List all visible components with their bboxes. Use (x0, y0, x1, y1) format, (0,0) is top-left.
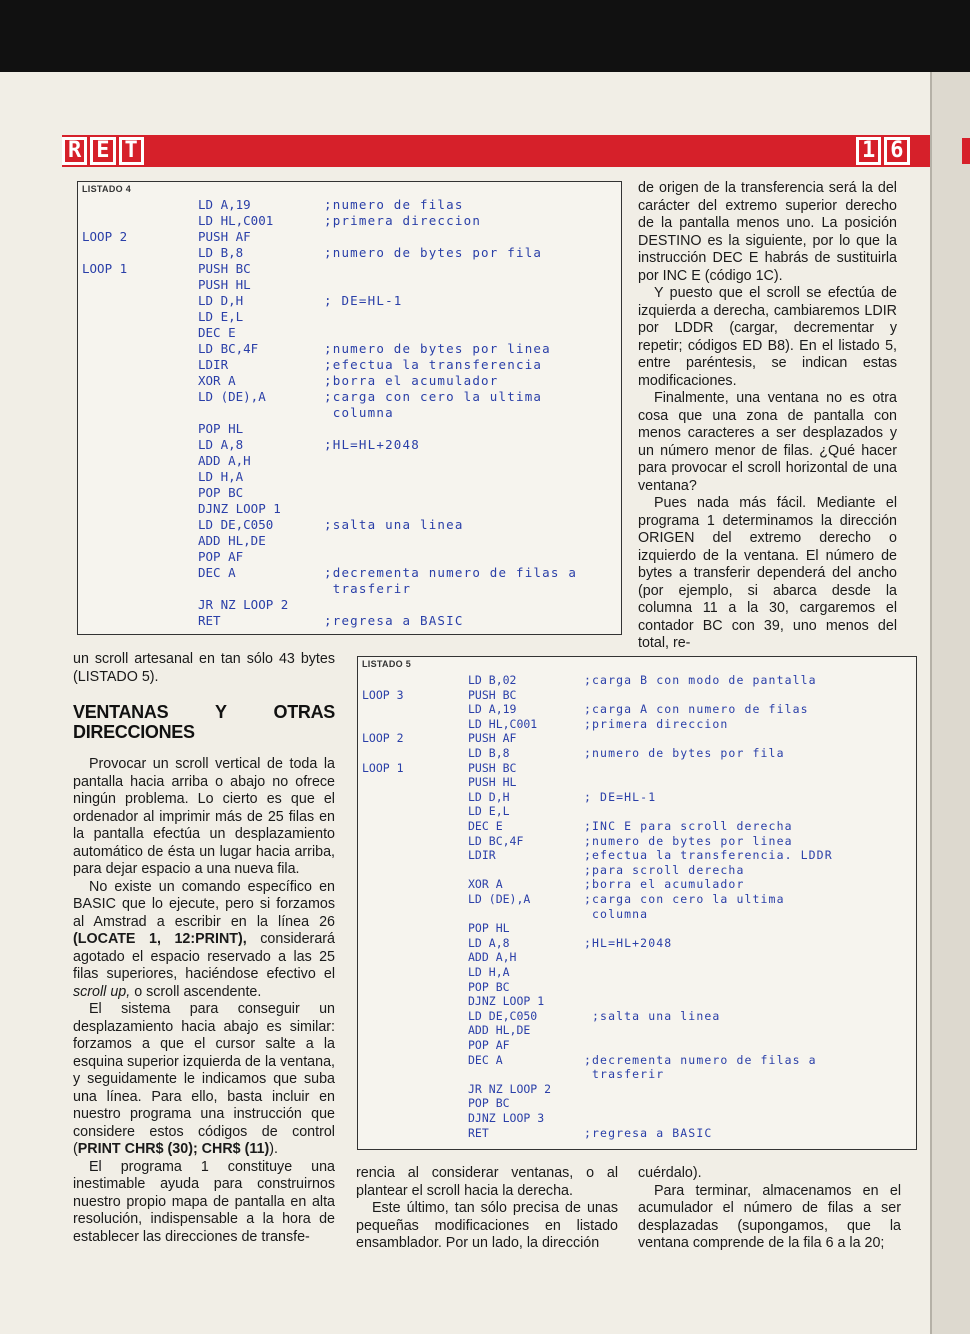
code-instruction: POP HL (468, 921, 510, 936)
code-comment: ;numero de bytes por linea (584, 833, 793, 848)
code-line (358, 1023, 916, 1038)
code-instruction: LD DE,C050 (468, 1008, 538, 1023)
code-comment: ;efectua la transferencia (324, 357, 543, 372)
code-line (78, 549, 621, 565)
code-instruction: ADD HL,DE (468, 1023, 531, 1038)
code-line (358, 994, 916, 1009)
code-comment: ;carga B con modo de pantalla (584, 673, 817, 687)
code-comment: ;primera direccion (324, 213, 482, 228)
code-line (358, 746, 916, 761)
code-line (358, 702, 916, 717)
code-comment: ;numero de bytes por fila (584, 746, 785, 760)
code-line (358, 980, 916, 995)
code-instruction: LD A,19 (468, 702, 517, 717)
code-instruction: LD (DE),A (198, 389, 266, 404)
code-line (78, 405, 621, 421)
code-line (358, 775, 916, 790)
listing-title: LISTADO 5 (362, 659, 412, 669)
code-instruction: LD HL,C001 (468, 716, 538, 731)
code-line (78, 213, 621, 229)
code-line (78, 261, 621, 277)
paragraph: El programa 1 constituye una inestimable ayuda para construirnos nuestro propio mapa de pantalla en alta resolución, indispensable a la hora de establecer las direcciones de transfe- (73, 1158, 335, 1245)
code-line (358, 1126, 916, 1141)
code-comment: ;borra el acumulador (324, 373, 499, 388)
code-instruction: JR NZ LOOP 2 (198, 597, 289, 612)
code-instruction: POP HL (198, 421, 244, 436)
paragraph: Este último, tan sólo precisa de unas pequeñas modificaciones en listado ensamblador. Por un lado, la dirección (356, 1200, 618, 1251)
article-column-right-bottom (638, 1165, 901, 1253)
code-line (358, 834, 916, 849)
code-instruction: PUSH BC (468, 760, 517, 775)
code-line (358, 965, 916, 980)
code-instruction: LD E,L (468, 804, 510, 819)
code-comment: ;carga con cero la ultima (324, 389, 543, 404)
emphasis: scroll up, (73, 983, 131, 1000)
code-instruction: XOR A (198, 373, 236, 388)
code-line (78, 565, 621, 581)
logo-letter: T (119, 137, 144, 165)
code-instruction: PUSH AF (198, 229, 251, 244)
code-label: LOOP 2 (82, 229, 128, 244)
code-comment: ;para scroll derecha (584, 862, 745, 877)
code-line (358, 1053, 916, 1068)
code-line (78, 517, 621, 533)
code-comment: ; DE=HL-1 (584, 789, 657, 804)
code-instruction: DEC E (468, 819, 503, 833)
code-line (78, 309, 621, 325)
article-column-left (73, 651, 335, 1246)
listing-4 (77, 181, 622, 635)
code-instruction: POP BC (468, 979, 510, 994)
code-instruction: DJNZ LOOP 3 (468, 1111, 545, 1125)
next-page-edge (930, 72, 970, 1334)
code-instruction: POP AF (468, 1038, 510, 1052)
code-instruction: POP BC (198, 485, 244, 500)
code-comment: ;decrementa numero de filas a (324, 565, 578, 580)
code-comment: ;numero de filas (324, 197, 464, 212)
code-line (78, 597, 621, 613)
code-line (358, 1067, 916, 1082)
paragraph: rencia al considerar ventanas, o al plantear el scroll hacia la derecha. (356, 1165, 618, 1199)
page-number-digit: 6 (884, 137, 909, 165)
code-line (78, 277, 621, 293)
code-comment: ;salta una linea (584, 1008, 721, 1023)
code-instruction: PUSH HL (468, 775, 517, 790)
code-comment: ; DE=HL-1 (324, 293, 403, 308)
code-line (78, 437, 621, 453)
code-line (78, 613, 621, 629)
listing-title: LISTADO 4 (82, 184, 132, 194)
code-instruction: DJNZ LOOP 1 (468, 994, 545, 1009)
header-bar (62, 135, 930, 167)
code-line (78, 197, 621, 213)
code-instruction: LD A,8 (198, 437, 244, 452)
code-instruction: LD HL,C001 (198, 213, 274, 228)
paragraph: Finalmente, una ventana no es otra cosa que una zona de pantalla con menos caracteres a ser desplazados y un número menor de filas. ¿Qué hacer para provocar el scroll horizontal de una ventana? (638, 390, 897, 494)
code-line (358, 950, 916, 965)
code-instruction: LDIR (468, 848, 496, 863)
paragraph: Provocar un scroll vertical de toda la pantalla hacia arriba o abajo no ofrece ningún problema. Lo cierto es que el ordenador al imprimir más de 25 filas en la pantalla efectúa un desplazamiento automático de ésta un lugar hacia arriba, para dejar espacio a una nueva fila. (73, 756, 335, 877)
code-instruction: LD D,H (198, 293, 244, 308)
code-line (78, 293, 621, 309)
code-comment: ;regresa a BASIC (584, 1125, 713, 1140)
code-line (358, 804, 916, 819)
text-run: o scroll ascendente. (130, 983, 262, 1000)
code-comment: ;regresa a BASIC (324, 613, 464, 628)
page-number-digit: 1 (856, 137, 881, 165)
code-line (78, 469, 621, 485)
code-instruction: DEC A (468, 1052, 503, 1067)
paragraph: Para terminar, almacenamos en el acumulador el número de filas a ser desplazadas (supongamos, que la ventana comprende de la fila 6 a la 20; (638, 1182, 901, 1251)
code-line (78, 325, 621, 341)
page-fold (930, 72, 932, 1334)
paragraph (73, 1001, 335, 1159)
code-line (358, 761, 916, 776)
listing-5 (357, 656, 917, 1150)
code-instruction: DEC E (198, 325, 236, 340)
code-instruction: LD BC,4F (468, 833, 524, 848)
code-line (78, 453, 621, 469)
code-comment: ;borra el acumulador (584, 877, 745, 892)
magazine-logo (62, 135, 147, 167)
code-label: LOOP 1 (82, 261, 128, 276)
code-line (358, 877, 916, 892)
paragraph: de origen de la transferencia será la del carácter del extremo superior derecho de la pantalla menos uno. La posición DESTINO es la siguiente, por lo que la instrucción DEC E habrás de sustituirla por INC E (código 1C). (638, 180, 897, 284)
code-line (78, 341, 621, 357)
code-instruction: LD B,8 (198, 245, 244, 260)
paragraph: Y puesto que el scroll se efectúa de izquierda a derecha, cambiaremos LDIR por LDDR (cargar, decrementar y repetir; códigos ED B8). En el listado 5, entre paréntesis, se indican estas modificaciones. (638, 285, 897, 389)
code-line (358, 907, 916, 922)
code-line (358, 790, 916, 805)
code-line (358, 863, 916, 878)
paragraph: Pues nada más fácil. Mediante el programa 1 determinamos la dirección ORIGEN del extremo derecho o izquierdo de la ventana. El número de bytes a transferir dependerá del ancho (por ejemplo, si abarca desde la columna 11 a la 30, cargaremos el contador BC con 39, uno menos del total, re- (638, 495, 897, 651)
code-line (358, 1096, 916, 1111)
code-line (358, 731, 916, 746)
code-instruction: LD A,19 (198, 197, 251, 212)
code-line (358, 1038, 916, 1053)
code-line (358, 921, 916, 936)
code-line (358, 717, 916, 732)
code-instruction: LD D,H (468, 789, 510, 804)
code-instruction: PUSH AF (468, 731, 517, 746)
code-instruction: PUSH HL (198, 277, 251, 292)
code-comment: columna (584, 906, 649, 921)
code-comment: ;carga con cero la ultima (584, 892, 785, 906)
code-instruction: LD H,A (198, 469, 244, 484)
code-instruction: POP BC (468, 1096, 510, 1111)
code-comment: ;salta una linea (324, 517, 464, 532)
code-line (78, 389, 621, 405)
code-comment: ;INC E para scroll derecha (584, 819, 793, 833)
code-instruction: ADD HL,DE (198, 533, 266, 548)
code-comment: columna (324, 405, 394, 420)
code-comment: ;numero de bytes por fila (324, 245, 543, 260)
code-instruction: ADD A,H (468, 950, 517, 965)
text-run: ). (269, 1141, 278, 1157)
code-line (78, 501, 621, 517)
code-instruction: XOR A (468, 877, 503, 892)
section-heading: VENTANAS Y OTRAS DIRECCIONES (73, 702, 335, 742)
code-comment: ;efectua la transferencia. LDDR (584, 848, 833, 863)
code-instruction: DJNZ LOOP 1 (198, 501, 281, 516)
code-instruction: POP AF (198, 549, 244, 564)
code-reference: (LOCATE 1, 12:PRINT), (73, 931, 247, 947)
code-comment: ;HL=HL+2048 (584, 935, 673, 950)
code-reference: PRINT CHR$ (30); CHR$ (11) (77, 1141, 270, 1157)
code-line (78, 421, 621, 437)
code-line (358, 1111, 916, 1126)
logo-letter: R (62, 137, 87, 165)
code-line (78, 581, 621, 597)
article-column-right-top (638, 180, 897, 653)
article-column-middle-bottom (356, 1165, 618, 1253)
code-line (358, 673, 916, 688)
code-line (358, 892, 916, 907)
code-line (78, 485, 621, 501)
next-page-header-edge (962, 138, 970, 164)
code-instruction: LD E,L (198, 309, 244, 324)
code-label: LOOP 3 (362, 687, 404, 702)
paragraph (73, 879, 335, 1002)
text-run: No existe un comando específico en BASIC que lo ejecute, pero si forzamos al Amstrad a escribir en la línea 26 (73, 878, 335, 930)
paragraph: cuérdalo). (638, 1165, 702, 1181)
code-instruction: PUSH BC (198, 261, 251, 276)
code-instruction: LD H,A (468, 965, 510, 979)
code-comment: ;decrementa numero de filas a (584, 1052, 817, 1067)
code-line (358, 1082, 916, 1097)
paragraph: un scroll artesanal en tan sólo 43 bytes (LISTADO 5). (73, 651, 335, 685)
code-line (358, 819, 916, 834)
code-label: LOOP 1 (362, 760, 404, 775)
code-line (358, 936, 916, 951)
code-comment: trasferir (584, 1067, 665, 1082)
code-instruction: LD B,8 (468, 746, 510, 760)
code-line (358, 848, 916, 863)
code-instruction: LD B,02 (468, 673, 517, 687)
code-instruction: PUSH BC (468, 687, 517, 702)
code-instruction: LD DE,C050 (198, 517, 274, 532)
code-instruction: ADD A,H (198, 453, 251, 468)
logo-letter: E (90, 137, 115, 165)
code-comment: ;primera direccion (584, 716, 729, 731)
code-instruction: RET (198, 613, 221, 628)
code-comment: ;HL=HL+2048 (324, 437, 420, 452)
code-line (358, 688, 916, 703)
code-instruction: JR NZ LOOP 2 (468, 1081, 552, 1096)
code-instruction: RET (468, 1125, 489, 1140)
code-line (78, 373, 621, 389)
code-instruction: LD A,8 (468, 935, 510, 950)
code-instruction: DEC A (198, 565, 236, 580)
code-line (78, 357, 621, 373)
code-instruction: LDIR (198, 357, 229, 372)
code-instruction: LD (DE),A (468, 892, 531, 906)
text-run: considerará agotado el espacio reservado a las 25 filas superiores, haciéndose efectivo el (73, 931, 335, 982)
code-line (78, 533, 621, 549)
text-run: El sistema para conseguir un desplazamiento hacia abajo es similar: forzamos a que el cursor salte a la esquina superior izquierda de la ventana, y seguidamente le indicamos que suba una línea. Para ello, basta incluir en nuestro programa una instrucción que considere estos códigos de control ( (73, 1001, 335, 1157)
page-number (856, 135, 913, 167)
code-label: LOOP 2 (362, 731, 404, 746)
code-line (78, 245, 621, 261)
code-comment: ;numero de bytes por linea (324, 341, 551, 356)
code-comment: ;carga A con numero de filas (584, 702, 809, 717)
code-instruction: LD BC,4F (198, 341, 259, 356)
code-line (358, 1009, 916, 1024)
code-comment: trasferir (324, 581, 412, 596)
code-line (78, 229, 621, 245)
